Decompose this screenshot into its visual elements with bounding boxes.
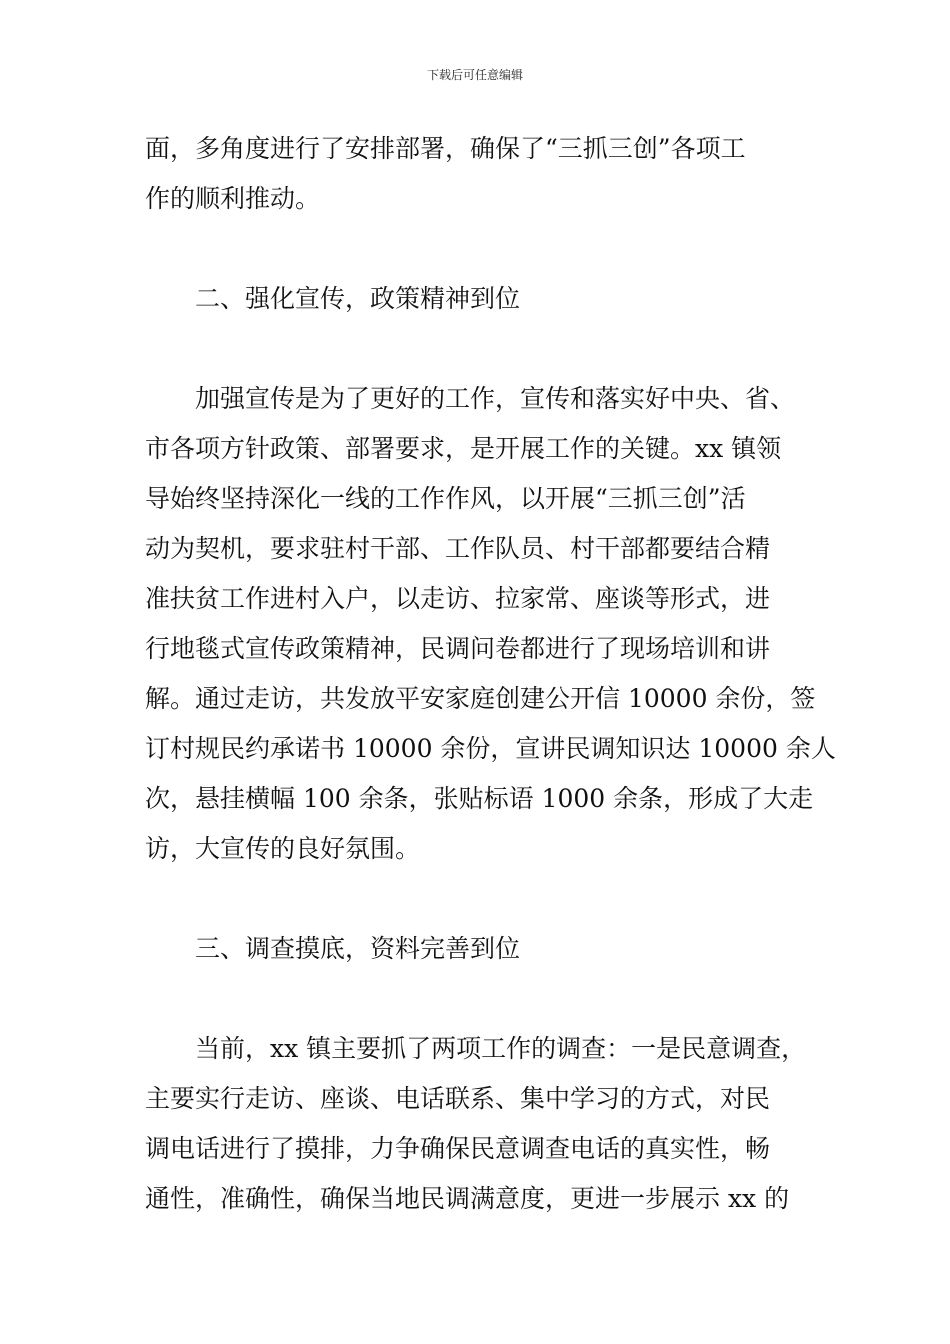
paragraph-line: 通性，准确性，确保当地民调满意度，更进一步展示 xx 的 xyxy=(145,1184,790,1213)
paragraph-line: 面，多角度进行了安排部署，确保了“三抓三创”各项工 xyxy=(145,134,746,163)
paragraph-line: 调电话进行了摸排，力争确保民意调查电话的真实性，畅 xyxy=(145,1134,771,1163)
paragraph-line: 访，大宣传的良好氛围。 xyxy=(145,834,421,863)
paragraph-line: 解。通过走访，共发放平安家庭创建公开信 10000 余份，签 xyxy=(145,684,816,713)
paragraph-line: 加强宣传是为了更好的工作，宣传和落实好中央、省、 xyxy=(195,384,796,413)
paragraph-line: 市各项方针政策、部署要求，是开展工作的关键。xx 镇领 xyxy=(145,434,782,463)
paragraph-line: 动为契机，要求驻村干部、工作队员、村干部都要结合精 xyxy=(145,534,771,563)
paragraph-line: 准扶贫工作进村入户，以走访、拉家常、座谈等形式，进 xyxy=(145,584,771,613)
paragraph-line: 当前，xx 镇主要抓了两项工作的调查：一是民意调查， xyxy=(195,1034,807,1063)
paragraph-line: 主要实行走访、座谈、电话联系、集中学习的方式，对民 xyxy=(145,1084,771,1113)
paragraph-line: 导始终坚持深化一线的工作作风，以开展“三抓三创”活 xyxy=(145,484,746,513)
paragraph-line: 订村规民约承诺书 10000 余份，宣讲民调知识达 10000 余人 xyxy=(145,734,836,763)
paragraph-line: 次，悬挂横幅 100 余条，张贴标语 1000 余条，形成了大走 xyxy=(145,784,814,813)
paragraph-line: 行地毯式宣传政策精神，民调问卷都进行了现场培训和讲 xyxy=(145,634,771,663)
header-note: 下载后可任意编辑 xyxy=(426,68,523,82)
section-heading: 三、调查摸底，资料完善到位 xyxy=(195,934,521,963)
section-heading: 二、强化宣传，政策精神到位 xyxy=(195,284,521,313)
paragraph-line: 作的顺利推动。 xyxy=(145,184,321,213)
